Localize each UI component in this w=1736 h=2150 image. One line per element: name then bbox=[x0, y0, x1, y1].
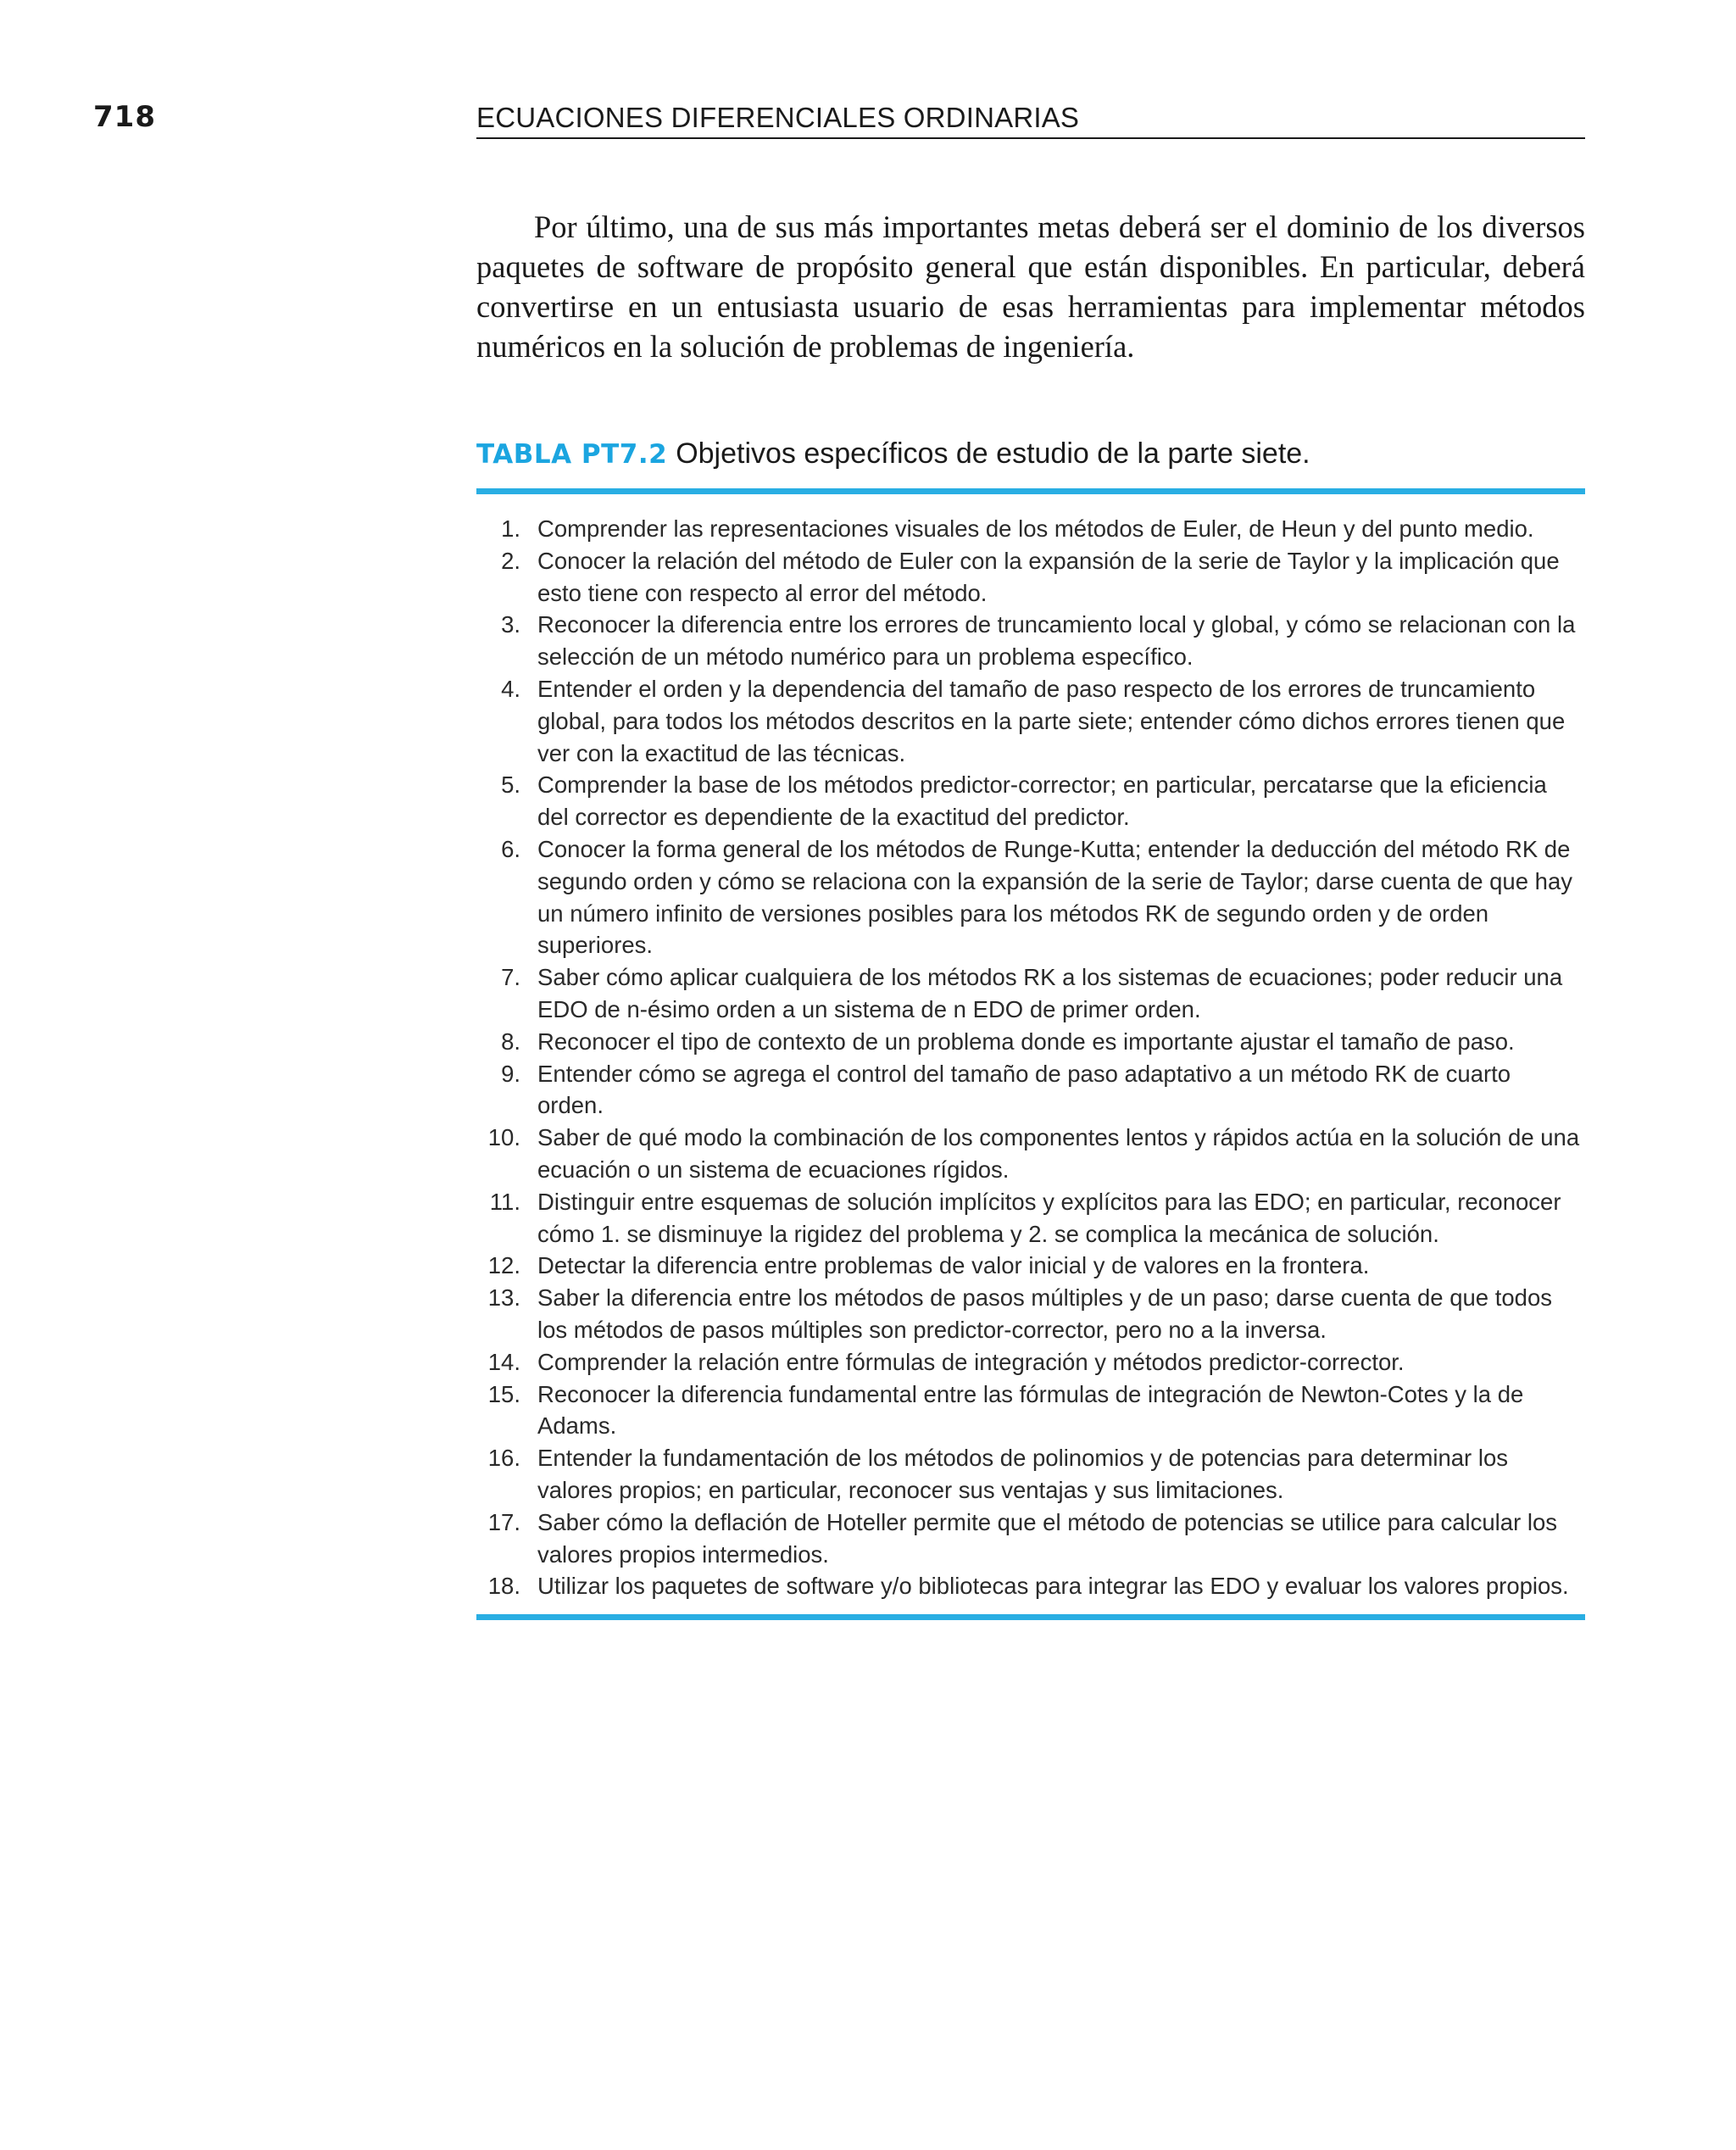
list-item bbox=[476, 769, 1585, 833]
item-text: Detectar la diferencia entre problemas de valor inicial y de valores en la frontera. bbox=[537, 1252, 1370, 1279]
list-item bbox=[476, 1346, 1585, 1379]
item-number: 18. bbox=[487, 1573, 520, 1600]
table-top-rule bbox=[476, 488, 1585, 494]
table-caption bbox=[476, 437, 1585, 483]
item-number: 6. bbox=[501, 835, 520, 862]
list-item bbox=[476, 673, 1585, 769]
item-text: Reconocer la diferencia entre los errores de truncamiento local y global, y cómo se relacionan con la selección de un método numérico para un problema específico. bbox=[537, 611, 1576, 671]
list-item bbox=[476, 1282, 1585, 1346]
item-number: 7. bbox=[501, 964, 520, 991]
list-item bbox=[476, 1442, 1585, 1507]
item-text: Entender cómo se agrega el control del tamaño de paso adaptativo a un método RK de cuarto orden. bbox=[537, 1060, 1511, 1119]
item-number: 3. bbox=[501, 611, 520, 638]
table-title: Objetivos específicos de estudio de la parte siete. bbox=[676, 437, 1310, 470]
item-number: 14. bbox=[487, 1348, 520, 1375]
item-number: 12. bbox=[487, 1252, 520, 1279]
item-text: Reconocer el tipo de contexto de un problema donde es importante ajustar el tamaño de paso. bbox=[537, 1028, 1515, 1055]
list-item bbox=[476, 545, 1585, 610]
item-text: Saber de qué modo la combinación de los componentes lentos y rápidos actúa en la solución de una ecuación o un sistema de ecuaciones rígidos. bbox=[537, 1124, 1580, 1183]
item-text: Saber cómo aplicar cualquiera de los métodos RK a los sistemas de ecuaciones; poder reducir una EDO de n-ésimo orden a un sistema de n EDO de primer orden. bbox=[537, 964, 1563, 1022]
running-head bbox=[93, 95, 1585, 139]
list-item bbox=[476, 1250, 1585, 1282]
item-text: Saber cómo la deflación de Hoteller permite que el método de potencias se utilice para calcular los valores propios intermedios. bbox=[537, 1508, 1558, 1568]
item-number: 5. bbox=[501, 771, 520, 799]
item-text: Entender la fundamentación de los métodos de polinomios y de potencias para determinar los valores propios; en particular, reconocer sus ventajas y sus limitaciones. bbox=[537, 1445, 1508, 1503]
item-text: Conocer la relación del método de Euler con la expansión de la serie de Taylor y la implicación que esto tiene con respecto al error del método. bbox=[537, 547, 1560, 606]
item-number: 2. bbox=[501, 547, 520, 574]
chapter-title: ECUACIONES DIFERENCIALES ORDINARIAS bbox=[476, 102, 1080, 133]
list-item bbox=[476, 1379, 1585, 1443]
item-text: Distinguir entre esquemas de solución implícitos y explícitos para las EDO; en particular, reconocer cómo 1. se disminuye la rigidez del problema y 2. se complica la mecánica de solución. bbox=[537, 1188, 1561, 1247]
item-number: 8. bbox=[501, 1028, 520, 1055]
item-number: 16. bbox=[487, 1445, 520, 1472]
item-text: Comprender las representaciones visuales de los métodos de Euler, de Heun y del punto medio. bbox=[537, 515, 1534, 542]
list-item bbox=[476, 1507, 1585, 1571]
objective-list bbox=[476, 513, 1585, 1602]
item-text: Entender el orden y la dependencia del tamaño de paso respecto de los errores de truncamiento global, para todos los métodos descritos en la parte siete; entender cómo dichos errores tienen que ver con la exactitud de las técnicas. bbox=[537, 675, 1566, 766]
list-item bbox=[476, 833, 1585, 961]
item-number: 13. bbox=[487, 1284, 520, 1312]
item-number: 4. bbox=[501, 675, 520, 702]
item-text: Conocer la forma general de los métodos de Runge-Kutta; entender la deducción del método RK de segundo orden y cómo se relaciona con la expansión de la serie de Taylor; darse cuenta de que hay un número infinito de versiones posibles para los métodos RK de segundo orden y de orden superiores. bbox=[537, 835, 1572, 959]
item-number: 1. bbox=[501, 515, 520, 542]
list-item bbox=[476, 1026, 1585, 1058]
list-item bbox=[476, 1186, 1585, 1250]
item-number: 10. bbox=[487, 1124, 520, 1151]
page-number: 718 bbox=[93, 100, 156, 134]
item-text: Comprender la base de los métodos predictor-corrector; en particular, percatarse que la eficiencia del corrector es dependiente de la exactitud del predictor. bbox=[537, 771, 1547, 831]
item-text: Utilizar los paquetes de software y/o bibliotecas para integrar las EDO y evaluar los valores propios. bbox=[537, 1573, 1569, 1600]
list-item bbox=[476, 1058, 1585, 1122]
list-item bbox=[476, 609, 1585, 673]
header-rule bbox=[476, 137, 1585, 139]
list-item bbox=[476, 1122, 1585, 1186]
item-number: 17. bbox=[487, 1508, 520, 1535]
item-number: 15. bbox=[487, 1380, 520, 1407]
list-item bbox=[476, 961, 1585, 1026]
intro-paragraph: Por último, una de sus más importantes metas deberá ser el dominio de los diversos paquetes de software de propósito general que están disponibles. En particular, deberá convertirse en un entusiasta usuario de esas herramientas para implementar métodos numéricos en la solución de problemas de ingeniería. bbox=[476, 209, 1585, 364]
item-number: 11. bbox=[489, 1188, 520, 1215]
table-label: TABLA PT7.2 bbox=[476, 439, 668, 470]
item-number: 9. bbox=[501, 1060, 520, 1087]
item-text: Comprender la relación entre fórmulas de integración y métodos predictor-corrector. bbox=[537, 1348, 1405, 1375]
table-bottom-rule bbox=[476, 1614, 1585, 1620]
item-text: Reconocer la diferencia fundamental entre las fórmulas de integración de Newton-Cotes y la de Adams. bbox=[537, 1380, 1524, 1440]
objectives-table bbox=[476, 437, 1585, 1620]
list-item bbox=[476, 513, 1585, 545]
list-item bbox=[476, 1570, 1585, 1602]
item-text: Saber la diferencia entre los métodos de pasos múltiples y de un paso; darse cuenta de que todos los métodos de pasos múltiples son predictor-corrector, pero no a la inversa. bbox=[537, 1284, 1553, 1343]
